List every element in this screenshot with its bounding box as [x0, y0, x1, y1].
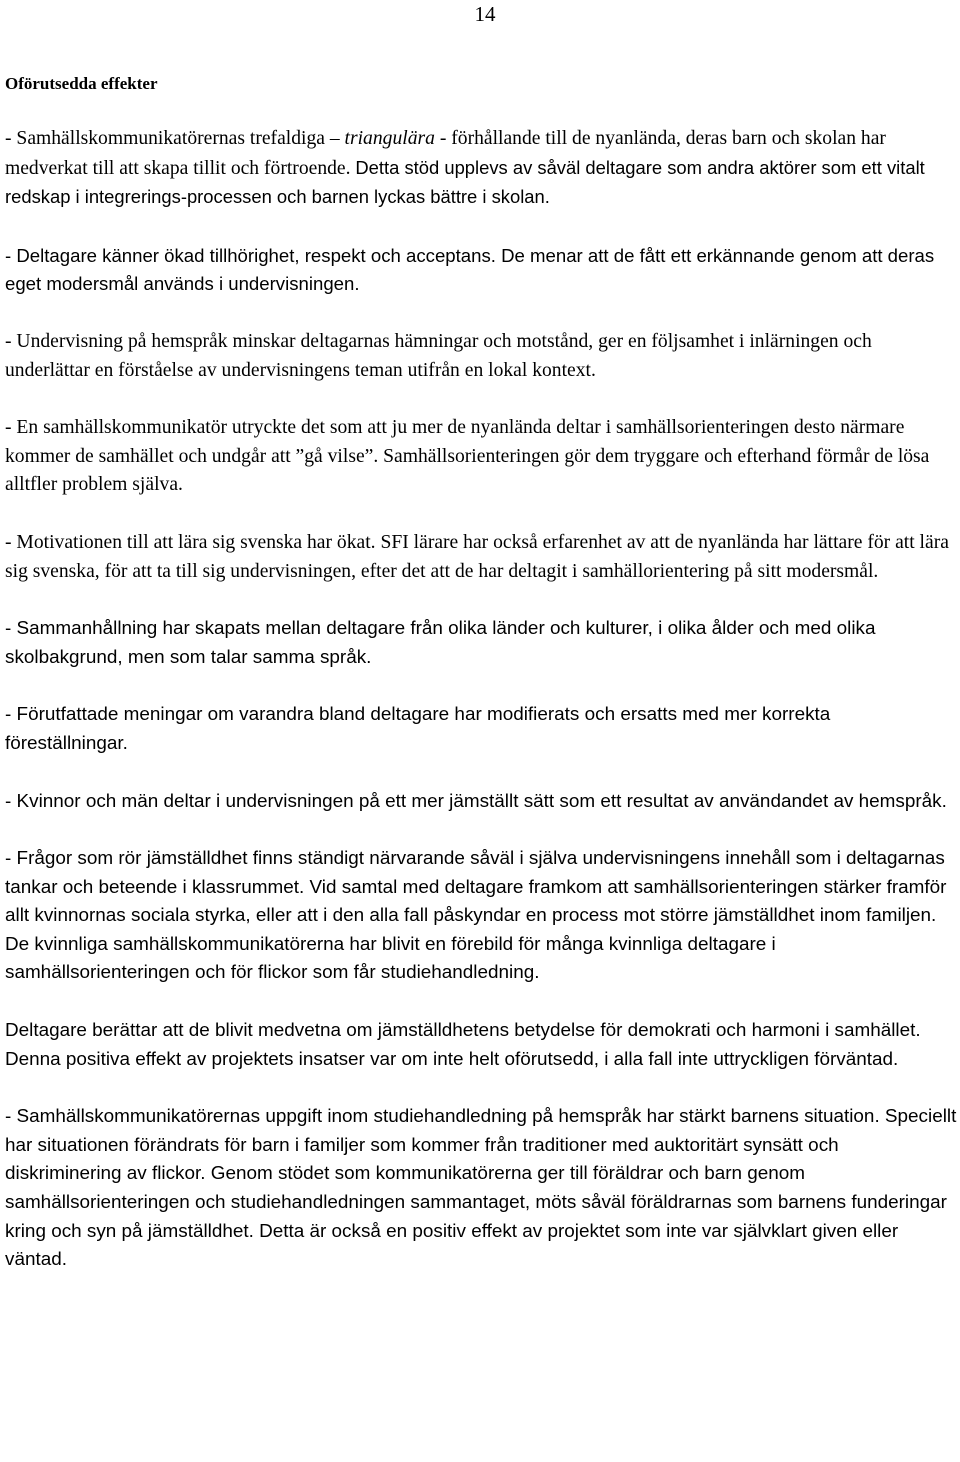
paragraph-3: - Undervisning på hemspråk minskar deltagarnas hämningar och motstånd, ger en följsamhet i inlärningen och underlättar en förståelse av undervisningens teman utifrån en lokal kontext.	[5, 330, 872, 381]
paragraph-2: - Deltagare känner ökad tillhörighet, respekt och acceptans. De menar att de fått ett erkännande genom att deras eget modersmål används i undervisningen.	[5, 244, 935, 295]
paragraph-9: - Frågor som rör jämställdhet finns ständigt närvarande såväl i själva undervisningens innehåll som i deltagarnas tankar och beteende i klassrummet. Vid samtal med deltagare framkom att samhällsorienteringen stärker framför allt kvinnornas sociala styrka, eller att i den alla fall påskyndar en process mot större jämställdhet inom familjen. De kvinnliga samhällskommunikatörerna har blivit en förebild för många kvinnliga deltagare i samhällsorienteringen och för flickor som får studiehandledning.	[5, 848, 947, 984]
paragraph-7: - Förutfattade meningar om varandra bland deltagare har modifierats och ersatts med mer korrekta föreställningar.	[5, 704, 831, 754]
paragraph-1-part-a: - Samhällskommunikatörernas trefaldiga –	[5, 128, 345, 149]
paragraph-11: - Samhällskommunikatörernas uppgift inom studiehandledning på hemspråk har stärkt barnens situation. Speciellt har situationen förändrats för barn i familjer som kommer från traditioner med auktoritärt synsätt och diskriminering av flickor. Genom stödet som kommunikatörerna ger till föräldrar och barn genom samhällsorienteringen och studiehandledningen sammantaget, möts såväl föräldrarnas som barnens funderingar kring och syn på jämställdhet. Detta är också en positiv effekt av projektet som inte var självklart given eller väntad.	[5, 1106, 957, 1271]
paragraph-1	[5, 125, 957, 213]
document-body	[5, 125, 957, 1304]
paragraph-1-part-c: - förhållande till de nyanlända, deras barn och skolan har medverkat till att skapa tillit och förtroende.	[5, 128, 886, 179]
paragraph-5: - Motivationen till att lära sig svenska har ökat. SFI lärare har också erfarenhet av att de nyanlända har lättare för att lära sig svenska, för att ta till sig undervisningen, efter det att de har deltagit i samhällorientering på sitt modersmål.	[5, 531, 949, 582]
paragraph-8: - Kvinnor och män deltar i undervisningen på ett mer jämställt sätt som ett resultat av användandet av hemspråk.	[5, 790, 947, 812]
section-heading: Oförutsedda effekter	[5, 74, 158, 93]
paragraph-10: Deltagare berättar att de blivit medvetna om jämställdhetens betydelse för demokrati och harmoni i samhället. Denna positiva effekt av projektets insatser var om inte helt oförutsedd, i alla fall inte uttryckligen förväntad.	[5, 1020, 921, 1070]
paragraph-1-part-d: Detta stöd upplevs av såväl deltagare som andra aktörer som ett vitalt redskap i integrerings-processen och barnen lyckas bättre i skolan.	[5, 156, 925, 208]
paragraph-4: - En samhällskommunikatör utryckte det som att ju mer de nyanlända deltar i samhällsorienteringen desto närmare kommer de samhället och undgår att ”gå vilse”. Samhällsorienteringen gör dem tryggare och efterhand förmår de lösa alltfler problem själva.	[5, 417, 930, 496]
paragraph-6: - Sammanhållning har skapats mellan deltagare från olika länder och kulturer, i olika ålder och med olika skolbakgrund, men som talar samma språk.	[5, 618, 876, 668]
paragraph-1-italic: triangulära	[344, 128, 435, 149]
page-number: 14	[474, 2, 496, 26]
